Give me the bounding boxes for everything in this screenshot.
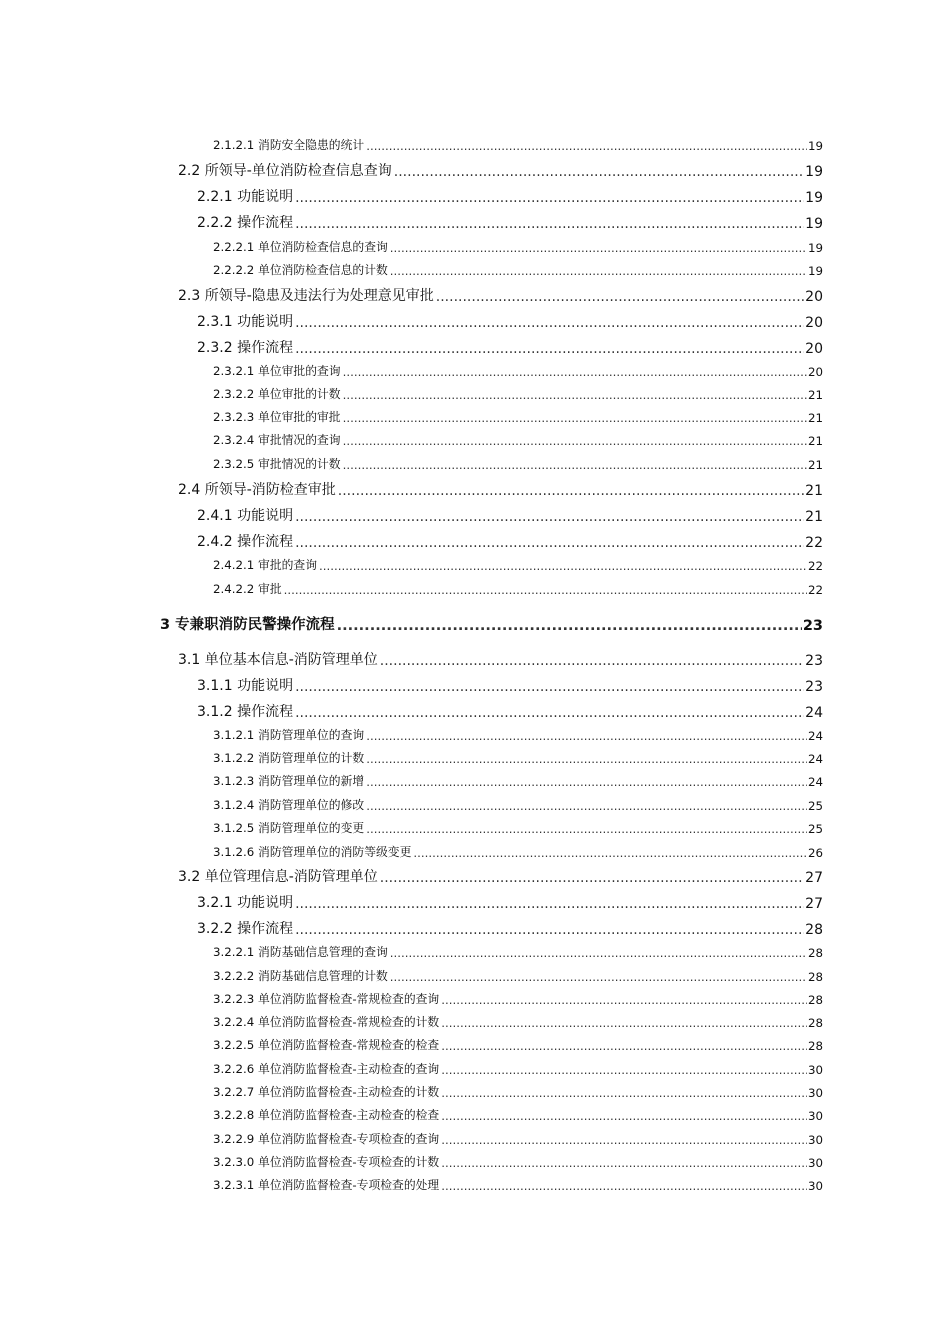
toc-leader-dots (380, 870, 804, 886)
toc-entry-label: 3.1.2.3 消防管理单位的新增 (213, 774, 365, 788)
toc-entry-page: 27 (805, 896, 823, 912)
toc-entry-label: 2.2.2 操作流程 (197, 215, 294, 231)
toc-entry-page: 30 (807, 1063, 823, 1077)
toc-entry-page: 26 (807, 846, 823, 860)
toc-leader-dots (295, 190, 804, 206)
toc-leader-dots (366, 729, 807, 743)
toc-entry-page: 20 (807, 365, 823, 379)
toc-entry[interactable] (197, 311, 823, 331)
toc-leader-dots (343, 411, 807, 425)
toc-entry-label: 3.2.2.9 单位消防监督检查-专项检查的查询 (213, 1132, 440, 1146)
toc-entry-page: 21 (805, 483, 823, 499)
toc-entry-page: 28 (805, 922, 823, 938)
toc-entry-page: 30 (807, 1133, 823, 1147)
toc-entry-page: 21 (807, 388, 823, 402)
toc-leader-dots (366, 822, 807, 836)
toc-leader-dots (366, 775, 807, 789)
toc-entry-page: 28 (807, 946, 823, 960)
toc-entry[interactable] (213, 1154, 823, 1170)
toc-entry[interactable] (213, 1061, 823, 1077)
toc-entry[interactable] (197, 701, 823, 721)
toc-entry-page: 21 (807, 434, 823, 448)
toc-entry-label: 3.2.2.4 单位消防监督检查-常规检查的计数 (213, 1015, 440, 1029)
toc-leader-dots (295, 509, 804, 525)
toc-entry-page: 28 (807, 993, 823, 1007)
toc-leader-dots (390, 241, 807, 255)
toc-entry-label: 2.2.1 功能说明 (197, 189, 294, 205)
toc-leader-dots (441, 1133, 807, 1147)
toc-entry[interactable] (213, 944, 823, 960)
toc-entry-page: 22 (807, 559, 823, 573)
toc-entry-page: 28 (807, 1039, 823, 1053)
toc-entry-page: 28 (807, 1016, 823, 1030)
toc-entry[interactable] (197, 186, 823, 206)
toc-leader-dots (295, 705, 804, 721)
toc-entry-label: 2.3.2.1 单位审批的查询 (213, 364, 341, 378)
toc-entry-label: 3.1.1 功能说明 (197, 678, 294, 694)
toc-leader-dots (343, 434, 807, 448)
toc-entry-page: 30 (807, 1086, 823, 1100)
toc-entry-label: 3.2.2 操作流程 (197, 921, 294, 937)
toc-entry-label: 3.2.2.3 单位消防监督检查-常规检查的查询 (213, 992, 440, 1006)
toc-entry-page: 22 (807, 583, 823, 597)
toc-entry[interactable] (213, 581, 823, 597)
toc-entry-page: 22 (805, 535, 823, 551)
toc-entry[interactable] (178, 649, 823, 669)
toc-entry-label: 2.3.2.3 单位审批的审批 (213, 410, 341, 424)
toc-entry-label: 2.3.2.5 审批情况的计数 (213, 457, 341, 471)
toc-leader-dots (337, 618, 802, 634)
toc-entry-label: 3.2.3.0 单位消防监督检查-专项检查的计数 (213, 1155, 440, 1169)
toc-entry[interactable] (213, 1131, 823, 1147)
toc-entry[interactable] (213, 820, 823, 836)
toc-leader-dots (441, 1063, 807, 1077)
toc-entry-page: 23 (802, 618, 823, 634)
toc-leader-dots (366, 139, 807, 153)
toc-leader-dots (441, 1109, 807, 1123)
toc-entry-label: 3.1 单位基本信息-消防管理单位 (178, 652, 378, 668)
toc-entry-page: 25 (807, 822, 823, 836)
toc-entry-page: 30 (807, 1179, 823, 1193)
toc-leader-dots (441, 1039, 807, 1053)
toc-entry-label: 3.2.2.6 单位消防监督检查-主动检查的查询 (213, 1062, 440, 1076)
toc-entry-page: 21 (807, 411, 823, 425)
toc-entry-label: 3.1.2.2 消防管理单位的计数 (213, 751, 365, 765)
toc-entry-label: 3.2.2.1 消防基础信息管理的查询 (213, 945, 388, 959)
toc-entry[interactable] (197, 337, 823, 357)
toc-entry-page: 20 (805, 289, 823, 305)
toc-entry-label: 2.4.2 操作流程 (197, 534, 294, 550)
toc-entry[interactable] (213, 968, 823, 984)
toc-entry-page: 27 (805, 870, 823, 886)
toc-leader-dots (441, 1179, 807, 1193)
toc-entry-label: 3.2.3.1 单位消防监督检查-专项检查的处理 (213, 1178, 440, 1192)
toc-entry-page: 19 (805, 216, 823, 232)
toc-entry-label: 3.2.2.5 单位消防监督检查-常规检查的检查 (213, 1038, 440, 1052)
toc-leader-dots (366, 752, 807, 766)
toc-leader-dots (394, 164, 804, 180)
toc-entry[interactable] (197, 675, 823, 695)
toc-entry[interactable] (213, 137, 823, 153)
toc-leader-dots (390, 970, 807, 984)
toc-leader-dots (436, 289, 804, 305)
toc-entry[interactable] (178, 866, 823, 886)
toc-entry-label: 2.2 所领导-单位消防检查信息查询 (178, 163, 392, 179)
toc-leader-dots (413, 846, 807, 860)
toc-leader-dots (295, 315, 804, 331)
toc-entry-label: 2.4 所领导-消防检查审批 (178, 482, 336, 498)
toc-entry[interactable] (213, 1084, 823, 1100)
toc-entry-label: 3.2.1 功能说明 (197, 895, 294, 911)
toc-entry-page: 21 (805, 509, 823, 525)
toc-entry-label: 2.3.2 操作流程 (197, 340, 294, 356)
toc-entry[interactable] (213, 239, 823, 255)
toc-entry-page: 30 (807, 1109, 823, 1123)
toc-entry[interactable] (213, 727, 823, 743)
toc-entry[interactable] (213, 409, 823, 425)
toc-entry[interactable] (213, 1037, 823, 1053)
toc-entry-page: 19 (807, 264, 823, 278)
toc-leader-dots (295, 679, 804, 695)
toc-entry-label: 2.4.2.2 审批 (213, 582, 282, 596)
toc-entry-page: 21 (807, 458, 823, 472)
toc-leader-dots (295, 535, 804, 551)
toc-leader-dots (295, 896, 804, 912)
toc-entry-page: 20 (805, 315, 823, 331)
toc-entry[interactable] (178, 285, 823, 305)
toc-entry[interactable] (213, 797, 823, 813)
toc-entry-label: 2.3.2.2 单位审批的计数 (213, 387, 341, 401)
toc-entry-page: 20 (805, 341, 823, 357)
toc-entry-page: 24 (807, 729, 823, 743)
toc-leader-dots (343, 458, 807, 472)
toc-entry[interactable] (213, 1177, 823, 1193)
toc-entry[interactable] (213, 1014, 823, 1030)
toc-leader-dots (441, 1086, 807, 1100)
toc-entry-label: 2.1.2.1 消防安全隐患的统计 (213, 138, 365, 152)
toc-entry[interactable] (213, 773, 823, 789)
toc-entry-label: 3.1.2.1 消防管理单位的查询 (213, 728, 365, 742)
toc-entry-label: 2.4.1 功能说明 (197, 508, 294, 524)
toc-entry-page: 24 (807, 775, 823, 789)
toc-entry-page: 19 (805, 164, 823, 180)
toc-entry-page: 24 (807, 752, 823, 766)
toc-entry-page: 19 (805, 190, 823, 206)
toc-entry-label: 2.3 所领导-隐患及违法行为处理意见审批 (178, 288, 434, 304)
toc-entry[interactable] (213, 456, 823, 472)
toc-entry[interactable] (178, 479, 823, 499)
toc-entry[interactable] (213, 750, 823, 766)
toc-leader-dots (441, 993, 807, 1007)
toc-entry[interactable] (213, 557, 823, 573)
toc-entry[interactable] (213, 363, 823, 379)
toc-entry[interactable] (197, 212, 823, 232)
toc-entry-label: 2.3.1 功能说明 (197, 314, 294, 330)
toc-entry-page: 28 (807, 970, 823, 984)
toc-entry-label: 2.2.2.2 单位消防检查信息的计数 (213, 263, 388, 277)
toc-entry[interactable] (178, 160, 823, 180)
toc-leader-dots (338, 483, 804, 499)
toc-entry-label: 3.1.2.4 消防管理单位的修改 (213, 798, 365, 812)
toc-leader-dots (366, 799, 807, 813)
toc-entry-label: 2.2.2.1 单位消防检查信息的查询 (213, 240, 388, 254)
toc-entry-label: 3 专兼职消防民警操作流程 (160, 617, 335, 633)
toc-leader-dots (295, 341, 804, 357)
toc-entry[interactable] (213, 432, 823, 448)
toc-leader-dots (284, 583, 807, 597)
toc-entry-page: 23 (805, 679, 823, 695)
toc-entry-label: 3.2.2.7 单位消防监督检查-主动检查的计数 (213, 1085, 440, 1099)
toc-entry[interactable] (213, 262, 823, 278)
toc-entry[interactable] (213, 991, 823, 1007)
toc-leader-dots (343, 388, 807, 402)
toc-leader-dots (319, 559, 807, 573)
toc-entry-label: 3.2.2.8 单位消防监督检查-主动检查的检查 (213, 1108, 440, 1122)
toc-entry-page: 30 (807, 1156, 823, 1170)
toc-entry[interactable] (213, 386, 823, 402)
toc-entry-label: 3.2.2.2 消防基础信息管理的计数 (213, 969, 388, 983)
toc-entry[interactable] (213, 844, 823, 860)
toc-entry-page: 23 (805, 653, 823, 669)
toc-entry-label: 2.4.2.1 审批的查询 (213, 558, 318, 572)
toc-leader-dots (390, 946, 807, 960)
toc-entry-label: 3.1.2.6 消防管理单位的消防等级变更 (213, 845, 412, 859)
toc-entry[interactable] (197, 918, 823, 938)
toc-leader-dots (380, 653, 804, 669)
toc-leader-dots (295, 922, 804, 938)
toc-entry-label: 2.3.2.4 审批情况的查询 (213, 433, 341, 447)
toc-leader-dots (390, 264, 807, 278)
toc-entry-page: 19 (807, 241, 823, 255)
toc-entry[interactable] (197, 892, 823, 912)
toc-entry-label: 3.2 单位管理信息-消防管理单位 (178, 869, 378, 885)
toc-leader-dots (343, 365, 807, 379)
toc-leader-dots (295, 216, 804, 232)
toc-entry[interactable] (197, 531, 823, 551)
toc-leader-dots (441, 1016, 807, 1030)
toc-entry[interactable] (197, 505, 823, 525)
toc-entry-page: 19 (807, 139, 823, 153)
toc-entry-page: 24 (805, 705, 823, 721)
toc-entry[interactable] (160, 614, 823, 634)
toc-leader-dots (441, 1156, 807, 1170)
toc-entry[interactable] (213, 1107, 823, 1123)
toc-entry-page: 25 (807, 799, 823, 813)
toc-entry-label: 3.1.2.5 消防管理单位的变更 (213, 821, 365, 835)
toc-entry-label: 3.1.2 操作流程 (197, 704, 294, 720)
